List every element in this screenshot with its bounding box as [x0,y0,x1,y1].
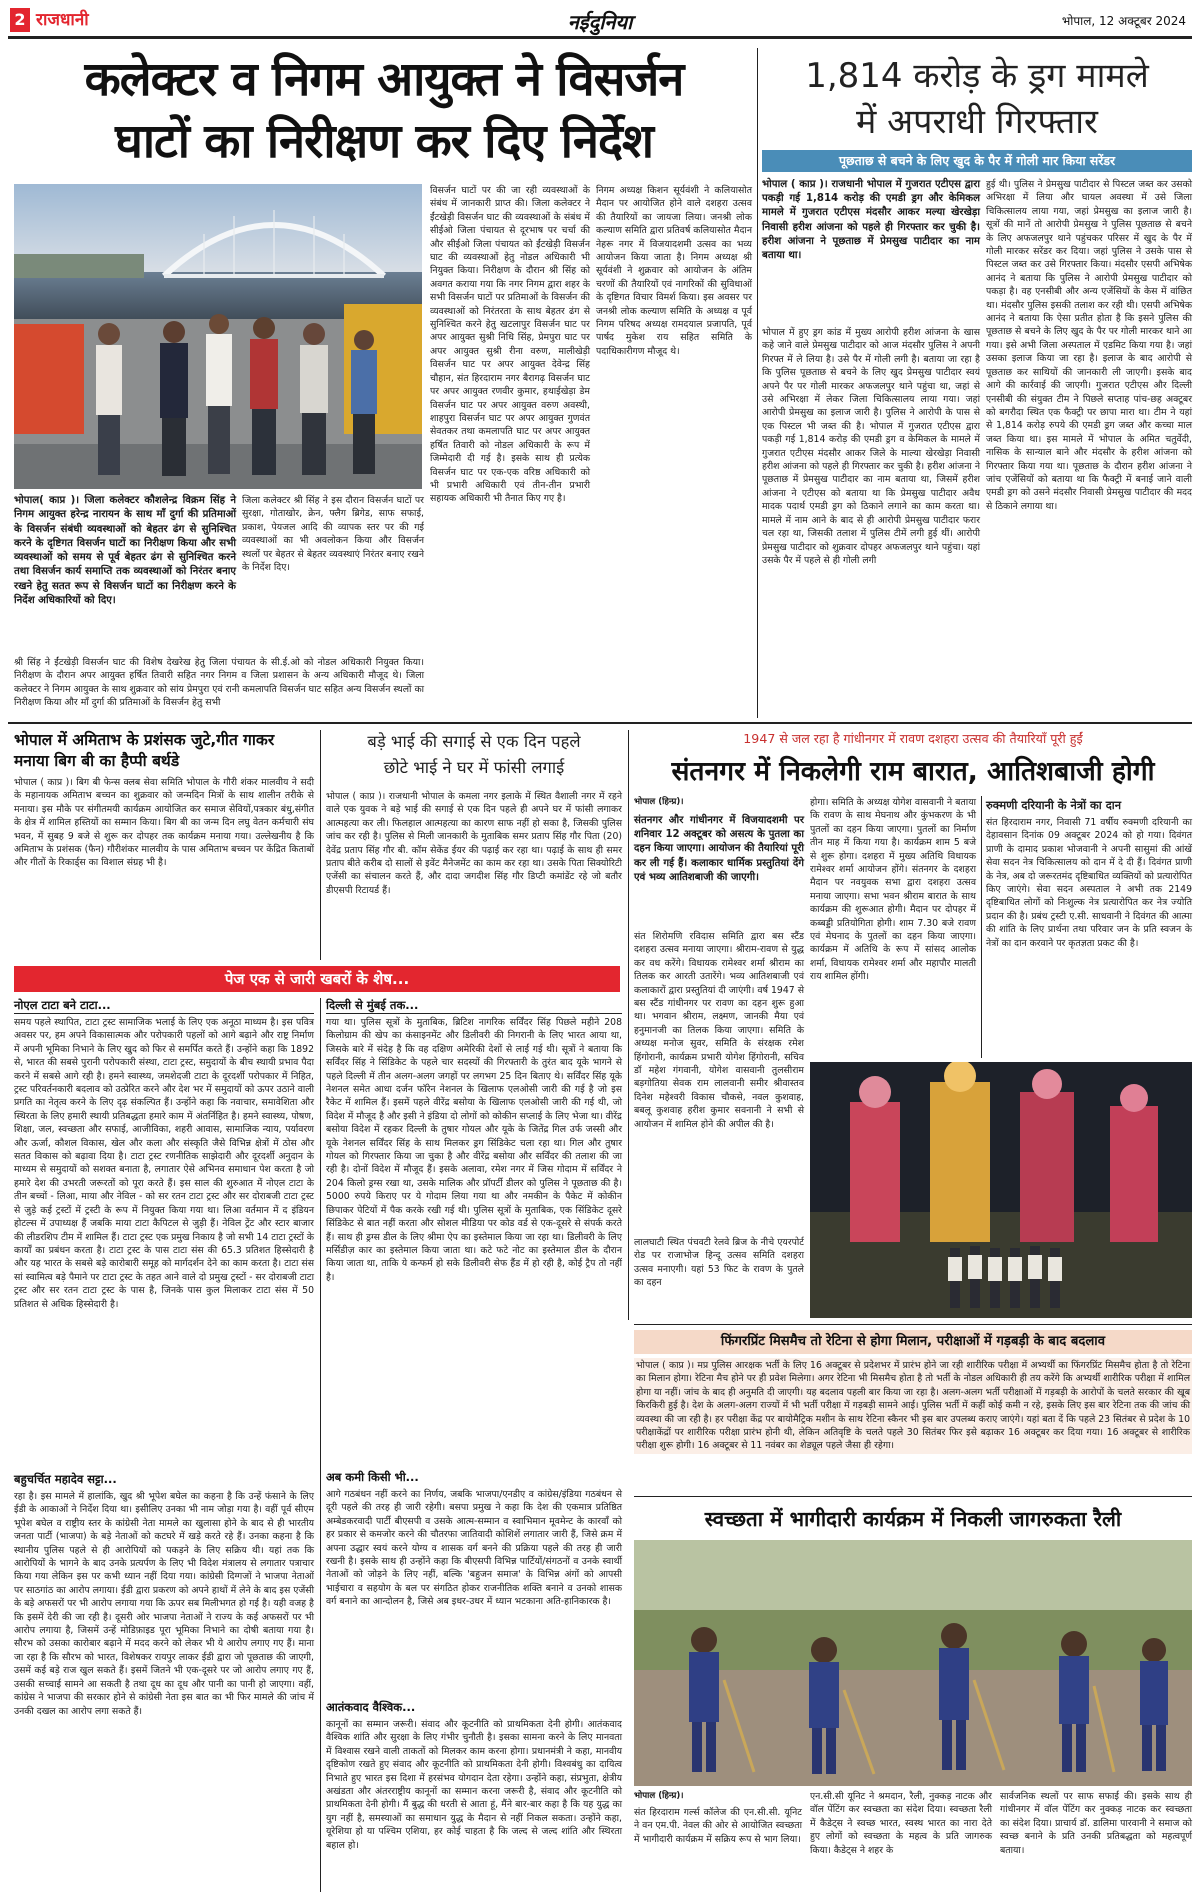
ravan-col1b: लालघाटी स्थित पंचवटी रेलवे ब्रिज के नीचे एयरपोर्ट रोड पर राजाभोज हिन्दू उत्सव समिति दशहरा उत्सव मनाएगी। यहां 53 फिट के रावण के पुतले का दहन [634,1237,804,1289]
tata-head: नोएल टाटा बने टाटा... [14,998,314,1014]
lead-col3: विसर्जन घाटों पर की जा रही व्यवस्थाओं के संबंध में जानकारी प्राप्त की। जिला कलेक्टर ने ईंटखेड़ी विसर्जन घाट की व्यवस्थाओं के संबंध में सीईओ जिला पंचायत से दूरभाष पर चर्चा की और सीईओ जिला पंचायत को ईंटखेड़ी विसर्जन घाट की व्यवस्थाओं हेतु नोडल अधिकारी भी नियुक्त किया। निरीक्षण के दौरान श्री सिंह को अवगत कराया गया कि नगर निगम द्वारा शहर के सभी विसर्जन घाटों पर प्रतिमाओं के विसर्जन की व्यवस्थाओं को निरंतरता के साथ बेहतर ढंग से सुनिश्चित करने हेतु खटलापुर विसर्जन घाट पर अपर आयुक्त सुश्री निधि सिंह, प्रेमपुरा घाट पर अपर आयुक्त सुश्री रीना वरुण, मालीखेड़ी विसर्जन घाट पर अपर आयुक्त देवेन्द्र सिंह चौहान, संत हिरदाराम नगर बैरागढ़ विसर्जन घाट पर अपर आयुक्त रणवीर कुमार, हथाईखेड़ा डेम विसर्जन घाट पर अपर आयुक्त वरुण अवस्थी, शाहपुरा विसर्जन घाट पर अपर आयुक्त गुणवंत सेवतकर तथा कमलापति घाट पर अपर आयुक्त हर्षित तिवारी को नोडल अधिकारी के रूप में जिम्मेदारी दी गई है। इसके साथ ही प्रत्येक विसर्जन घाट पर एक-एक वरिष्ठ अधिकारी को भी प्रभारी अधिकारी एवं तीन-तीन प्रभारी सहायक अधिकारी भी तैनात किए गए है। [430,185,590,505]
amitabh-body: भोपाल ( काप्र )। बिग बी फेन्स क्लब सेवा समिति भोपाल के गौरी शंकर मालवीय ने सदी के महानायक अमिताभ बच्चन का शुक्रवार को जन्मदिन मित्रों के साथ शालीन तरीके से मनाया। इस मौके पर संगीतमयी कार्यक्रम आयोजित कर समाज सेवियों,पत्रकार बंधु,संगीत के क्षेत्र में शामिल हस्तियों का सम्मान किया। बिग बी का जन्म दिन लघु वेतन कर्मचारी संघ भवन, में सुबह 9 बजे से शुरू कर दोपहर तक कार्यक्रम मनाया गया। उल्लेखनीय है कि अमिताभ के प्रशंसक (फैन) गौरीशंकर मालवीय के पास अमिताभ बच्चन पर केंद्रित किताबों और गीतों के रिकार्ड्स का विशाल संग्रह भी है। [14,777,314,869]
eye-body: संत हिरदाराम नगर, निवासी 71 वर्षीय रुक्मणी दरियानी का देहावसान दिनांक 09 अक्टूबर 2024 को हो गया। दिवंगत प्राणी के दामाद प्रकाश भोजवानी ने अपनी सासुमां की आंखें सेवा सदन नेत्र चिकित्सालय को दान में दे दी हैं। दिवंगत प्राणी के नेत्र, अब दो जरूरतमंद दृष्टिबाधित व्यक्तियों को प्रत्यारोपित किए जाएंगे। सेवा सदन अस्पताल ने अभी तक 2149 दृष्टिबाधित लोगों को निःशुल्क नेत्र प्रत्यारोपित कर नेत्र ज्योति प्रदान की है। प्रबंध ट्रस्टी ए.सी. साधवानी ने दिवंगत की आत्मा की शांति के लिए प्रार्थना तथा परिवार जन के प्रति स्वजन के नेत्रों का दान करवाने पर कृतज्ञता प्रकट की है। [986,817,1192,949]
fingerprint-headline: फिंगरप्रिंट मिसमैच तो रेटिना से होगा मिलान, परीक्षाओं में गड़बड़ी के बाद बदलाव [720,1334,1106,1349]
atank-head: आतंकवाद वैश्विक... [326,1700,416,1714]
drug-strap [762,150,1192,172]
ravan-headline: संतनगर में निकलेगी राम बारात, आतिशबाजी होगी [671,756,1155,787]
ravan-credit: भोपाल (हिन्प्र)। [634,797,684,807]
lead-col4: निगम अध्यक्ष किशन सूर्यवंशी ने कलियासोत मैदान पर आयोजित होने वाले दशहरा उत्सव की तैयारियों का जायजा लिया। जनश्री लोक कल्याण समिति द्वारा प्रतिवर्ष कलियासोत मैदान नेहरू नगर में विजयादशमी उत्सव का भव्य आयोजन किया जाता है। निगम अध्यक्ष श्री सूर्यवंशी ने शुक्रवार को आयोजन के अंतिम चरणों की तैयारियों एवं नागरिकों की सुविधाओं के दृष्टिगत विचार विमर्श किया। इस अवसर पर जनश्री लोक कल्याण समिति के अध्यक्ष व पूर्व निगम परिषद अध्यक्ष रामदयाल प्रजापति, पूर्व पार्षद मुकेश राय सहित समिति के पदाधिकारीगण मौजूद थे। [596,185,752,357]
swachhata-col2: एन.सी.सी यूनिट ने श्रमदान, रैली, नुक्कड़ नाटक और वॉल पेंटिंग कर स्वच्छता का संदेश दिया। स्वच्छता रैली में कैडेट्स ने स्वच्छ भारत, स्वस्थ भारत का नारा देते हुए लोगों को स्वच्छता के महत्व के प्रति जागरुक किया। कैडेट्स ने शहर के [810,1791,992,1856]
continued-banner-text: पेज एक से जारी खबरों के शेष... [224,970,410,988]
mahadev-head: बहुचर्चित महादेव सट्टा... [14,1472,117,1486]
ravan-col1: संत शिरोमणि रविदास समिति द्वारा बस स्टैंड दशहरा उत्सव मनाया जाएगा। श्रीराम-रावण से युद्ध कर वध करेंगे। विधायक रामेश्वर शर्मा श्रीराम का तिलक कर आरती उतारेंगे। भव्य आतिशबाजी एवं कलाकारों द्वारा प्रस्तुतियां दी जाएंगी। वर्ष 1947 से बस स्टैंड गांधीनगर पर रावण का दहन शुरू हुआ था। भगवान श्रीराम, लक्ष्मण, जानकी मैया एवं हनुमानजी का तिलक किया जाएगा। समिति के अध्यक्ष मनोज सुवर, समिति के संरक्षक रमेश हिंगोरानी, कार्यक्रम प्रभारी योगेश हिंगोरानी, सचिव डॉ महेश गंगवानी, योगेश वासवानी तुलसीराम बड़गोतिया सेवक राम लालवानी समीर श्रीवास्तव दिनेश महेश्वरी विकास चौकसे, नवल कुशवाह, बबलू कुशवाह हरीश कुमार सवनानी ने सभी से आयोजन में शामिल होने की अपील की है। [634,931,804,1130]
paper-logo: नईदुनिया [567,10,633,34]
dateline: भोपाल, 12 अक्टूबर 2024 [1061,14,1186,28]
drug-headline-line2: में अपराधी गिरफ्तार [856,102,1098,142]
drug-col1: भोपाल में हुए ड्रग कांड में मुख्य आरोपी हरीश आंजना के खास कहे जाने वाले प्रेमसुख पाटीदार को आज मंदसौर पुलिस ने अपनी गिरफ्त में ले लिया है। उसे पैर में गोली लगी है। बताया जा रहा है कि पुलिस पूछताछ से बचने के लिए खुद प्रेमसुख पाटीदार स्वयं अपने पैर पर गोली मारकर अफजलपुर थाने पहुंचा था, जहां से उसे अभिरक्षा में लेकर जिला चिकित्सालय लाया गया। जहां आरोपी प्रेमसुख का इलाज जारी है। पुलिस ने आरोपी के पास से एक पिस्टल भी जब्त की है। भोपाल में गुजरात एटीएस द्वारा पकड़ी गई 1,814 करोड़ की एमडी ड्रग व केमिकल के मामले में गुजरात एटीएस मंदसौर आकर जिले के माल्या खेरखेड़ा निवासी हरीश आंजना को पहले ही गिरफ्तार कर चुकी है। हरीश आंजना ने पूछताछ में प्रेमसुख पाटीदार का नाम बताया था, जिसमें हरीश आंजना ने एटीएस को बताया था कि प्रेमसुख पाटीदार अवैध मादक पदार्थ एमडी ड्रग को ठिकाने लगाने का काम करता था। मामले में नाम आने के बाद से ही आरोपी प्रेमसुख पाटीदार फरार चल रहा था, जिसकी तलाश में पुलिस टीमें लगी हुई थीं। आरोपी प्रेमसुख पाटीदार को शुक्रवार दोपहर अफजलपुर थाने पहुंचा। यहां उसके पैर में पहले से ही गोली लगी [762,327,980,566]
delhi-head: दिल्ली से मुंबई तक... [326,998,622,1014]
masthead-rule [8,36,1192,39]
drug-headline-line1: 1,814 करोड़ के ड्रग मामले [805,56,1149,96]
fingerprint-headline-bar [634,1330,1192,1354]
section-name: राजधानी [36,10,89,30]
sagai-headline-line1: बड़े भाई की सगाई से एक दिन पहले [367,732,581,751]
amitabh-headline: भोपाल में अमिताभ के प्रशंसक जुटे,गीत गाकर मनाया बिग बी का हैप्पी बर्थडे [14,731,275,770]
swachhata-credit: भोपाल (हिन्प्र)। [634,1791,684,1801]
drug-intro: भोपाल ( काप्र )। राजधानी भोपाल में गुजरात एटीएस द्वारा पकड़ी गई 1,814 करोड़ की एमडी ड्रग और केमिकल मामले में गुजरात एटीएस मंदसौर आकर मल्या खेरखेड़ा निवासी हरीश आंजना को पहले ही गिरफ्तार कर चुकी है। हरीश आंजना ने पूछताछ में प्रेमसुख पाटीदार का नाम बताया था। [762,179,980,262]
kisi-head: अब कमी किसी भी... [326,1470,419,1484]
tata-body: समय पहले स्थापित, टाटा ट्रस्ट सामाजिक भलाई के लिए एक अनूठा माध्यम है। इस पवित्र अवसर पर, हम अपने विकासात्मक और परोपकारी पहलों को आगे बढ़ाने और राष्ट्र निर्माण में अपनी भूमिका निभाने के लिए खुद को फिर से समर्पित करते हैं। उन्होंने कहा कि 1892 से, भारत की सबसे पुरानी परोपकारी संस्था, टाटा ट्रस्ट, समुदायों के बीच स्थायी प्रभाव पैदा करने में सबसे आगे रही है। हमने स्वास्थ्य, जमशेदजी टाटा के दूरदर्शी परोपकार में निहित, ट्रस्ट परिवर्तनकारी बदलाव को उत्प्रेरित करने और देश भर में समुदायों को ऊपर उठाने वाली प्रगति का नेतृत्व करने के लिए दृढ़ संकल्पित हैं। उन्होंने कहा कि नवाचार, समावेशिता और स्थिरता के लिए हमारी स्थायी प्रतिबद्धता हमारे काम में अंतर्निहित है। हमने स्वास्थ्य, पोषण, शिक्षा, जल, स्वच्छता और सफाई, आजीविका, शहरी आवास, सामाजिक न्याय, पर्यावरण और ऊर्जा, कौशल विकास, खेल और कला और संस्कृति जैसे विभिन्न क्षेत्रों में ठोस और सतत विकास को बढ़ावा दिया है। टाटा ट्रस्ट रणनीतिक साझेदारी और दूरदर्शी अनुदान के माध्यम से समुदायों को सशक्त बनाता है, लगातार ऐसे अभिनव समाधान पेश करता है जो हमारे देश की उभरती जरूरतों को पूरा करते हैं। इस साल की शुरुआत में नोएल टाटा के तीन बच्चों - लिआ, माया और नेविल - को सर रतन टाटा ट्रस्ट और सर दोराबजी टाटा ट्रस्ट से जुड़े कई ट्रस्टों में ट्रस्टी के रूप में नियुक्त किया गया था। लिआ वर्तमान में द इंडियन होटल्स में उपाध्यक्ष हैं जबकि माया टाटा कैपिटल से जुड़ी हैं। नेविल ट्रेंट और स्टार बाजार की लीडरशिप टीम में शामिल हैं। टाटा ट्रस्ट एक प्रमुख निकाय है जो सभी 14 टाटा ट्रस्टों के कार्यों का प्रबंधन करता है। टाटा ट्रस्ट के पास टाटा संस की 65.3 प्रतिशत हिस्सेदारी है और यह भारत के सबसे बड़े कारोबारी समूह को मार्गदर्शन देने का काम करता है। टाटा संस सां स्वामित्व बड़े पैमाने पर टाटा ट्रस्ट के तहत आने वाले दो प्रमुख ट्रस्टों - सर दोराबजी टाटा ट्रस्ट और सर रतन टाटा ट्रस्ट के पास है, जिनके पास कुल मिलाकर टाटा संस में 50 प्रतिशत से अधिक हिस्सेदारी है। [14,1017,314,1310]
inspection-photo [14,184,422,489]
page-number: 2 [14,10,26,29]
swachhata-rally-photo [634,1540,1192,1786]
inspection-photo-art [14,184,422,489]
lead-headline-line2: घाटों का निरीक्षण कर दिए निर्देश [115,114,653,169]
lead-drug-divider [757,48,758,718]
mahadev-body: रहा है। इस मामले में हालांकि, खुद श्री भूपेश बघेल का कहना है कि उन्हें फंसाने के लिए ईडी के आकाओं ने निर्देश दिया था। इसीलिए उनका भी नाम जोड़ा गया है। वहीं पूर्व सीएम भूपेश बघेल व राष्ट्रीय स्तर के कांग्रेसी नेता मामले का खुलासा होने के बाद से ही भारतीय जनता पार्टी (भाजपा) के बड़े नेताओं को कटघरे में खड़े करते रहे हैं। उनका कहना है कि स्थानीय पुलिस पहले से ही आरोपियों को पकड़ने के लिए सक्रिय थी। यहां तक कि आरोपियों के भागने के बाद उनके प्रत्यर्पण के लिए भी विदेश मंत्रालय से लगातार पत्राचार किया गया लेकिन इस पर कभी ध्यान नहीं दिया गया। कांग्रेसी दिग्गजों ने भाजपा नेताओं पर साठगांठ का आरोप लगाया। ईडी द्वारा प्रकरण को अपने हाथों में लेने के बाद इस एजेंसी के बड़े अफसरों पर भी आरोप लगाया गया कि ऊपर सब मिलीभगत हो गई है। यही वजह है कि इसमें देरी की जा रही है। दूसरी ओर भाजपा नेताओं ने राज्य के कई अफसरों पर भी आरोप लगाया है, जिसमें उन्हें मोडिफ़ाइड पूरा भूमिका निभाने का दोषी बताया गया है। सौरभ को उसका कारोबार बढ़ाने में मदद करने को लेकर भी ये आरोप लगाए गए हैं। माना जा रहा है कि सौरभ को भारत, विशेषकर रायपुर लाकर ईडी द्वारा जो पूछताछ की जाएगी, उसमें कई बड़े राज खुल सकते हैं। इसमें जितने भी एक-दूसरे पर जो आरोप लगाए गए हैं, उसकी सच्चाई सामने आ सकती है तथा दूध का दूध और पानी का पानी हो जाएगा। वहीं, कांग्रेस ने भाजपा की सरकार होने से कांग्रेसी नेता इस बात का भी फिर मामले की जांच में उनकी दखल का आरोप लगा सकते हैं। [14,1491,314,1717]
sagai-headline-line2: छोटे भाई ने घर में फांसी लगाई [383,758,565,777]
lead-intro: भोपाल( काप्र )। जिला कलेक्टर कौशलेन्द्र विक्रम सिंह ने निगम आयुक्त हरेन्द्र नारायन के साथ माँ दुर्गा की प्रतिमाओं के विसर्जन संबंधी व्यवस्थाओं को बेहतर ढंग से सुनिश्चित करने के दृष्टिगत विसर्जन घाटों का निरीक्षण किया और सभी व्यवस्थाओं को समय से पूर्व बेहतर ढंग से सुनिश्चित करने तथा विसर्जन कार्य समाप्ति तक व्यवस्थाओं को निरंतर बनाए रखने हेतु सतत रूप से विसर्जन घाटों का निरीक्षण करने के निर्देश अधिकारियों को दिए। [14,495,236,607]
swachhata-headline: स्वच्छता में भागीदारी कार्यक्रम में निकली जागरुकता रैली [704,1507,1122,1531]
amitabh-sagai-divider [320,730,321,960]
continued-col-divider [320,998,321,1892]
rally-photo-art [634,1540,1192,1786]
drug-col2: हुई थी। पुलिस ने प्रेमसुख पाटीदार से पिस्टल जब्त कर उसको अभिरक्षा में लिया और घायल अवस्था में उसे जिला चिकित्सालय लाया गया, जहां प्रेमसुख का इलाज जारी है। सूत्रों की मानें तो आरोपी प्रेमसुख ने पुलिस पूछताछ से बचने के लिए अफजलपुर थाने पहुंचकर परिसर में खुद के पैर में गोली मारकर सरेंडर कर दिया। जहां पुलिस ने उसके पास से पिस्टल जब्त कर उसे गिरफ्तार किया। मंदसौर एसपी अभिषेक आनंद ने बताया कि पुलिस ने आरोपी प्रेमसुख पाटीदार को पकड़ा है। वह एनसीबी और अन्य एजेंसियों के केस में वांछित था। मंदसौर पुलिस इसकी तलाश कर रही थी। एसपी अभिषेक आनंद ने बताया कि ऐसा प्रतीत होता है कि इसने पुलिस की पूछताछ से बचने के लिए खुद के पैर पर गोली मारकर थाने आ गया। इसे अभी जिला अस्पताल में एडमिट किया गया है। जहां उसका इलाज किया जा रहा है। इलाज के बाद आरोपी से पूछताछ कर साथियों की जानकारी ली जाएगी। इसके बाद आगे की कार्रवाई की जाएगी। गुजरात एटीएस और दिल्ली एनसीबी की संयुक्त टीम ने पिछले सप्ताह पांच-छह अक्टूबर को बगरौदा स्थित एक फैक्ट्री पर छापा मारा था। टीम ने यहां से 1,814 करोड़ रुपये की एमडी ड्रग जब्त और कच्चा माल जब्त किया था। इस मामले में भोपाल के अमित चतुर्वेदी, नासिक के सान्याल बाने और मंदसौर के हरीश आंजना को गिरफ्तार किया गया था। पूछताछ के दौरान हरीश आंजना ने जांच एजेंसियों को बताया था कि फैक्ट्री में बनाई जाने वाली एमडी ड्रग को उसने मंदसौर निवासी प्रेमसुख पाटीदार की मदद से ठिकाने लगाया था। [986,179,1192,512]
fingerprint-body: भोपाल ( काप्र )। मप्र पुलिस आरक्षक भर्ती के लिए 16 अक्टूबर से प्रदेशभर में प्रारंभ होने जा रही शारीरिक परीक्षा में अभ्यर्थी का फिंगरप्रिंट मिसमैच होता है तो रेटिना का मिलान होगा। रेटिना मैच होने पर ही प्रवेश मिलेगा। अगर रेटिना भी मिसमैच होता है तो भर्ती के नोडल अधिकारी ही तय करेंगे कि अभ्यर्थी शारीरिक परीक्षा में शामिल होगा या नहीं। जांच के बाद ही अनुमति दी जाएगी। यह बदलाव पहली बार किया जा रहा है। अलग-अलग भर्ती परीक्षाओं में गड़बड़ी के आरोपों के चलते सरकार की खूब किरकिरी हुई है। देश के अलग-अलग राज्यों में भी भर्ती परीक्षा में गड़बड़ी सामने आई। पुलिस भर्ती में कहीं कोई कमी न रहे, इसके लिए इस बार रेटिना तक की जांच की व्यवस्था की जा रही है। हर परीक्षा केंद्र पर बायोमैट्रिक मशीन के साथ रेटिना स्कैनर भी इस बार उपलब्ध कराए जाएंगे। यहां बता दें कि पहले 23 सितंबर से प्रदेश के 10 परीक्षाकेंद्रों पर शारीरिक परीक्षा प्रारंभ होनी थी, लेकिन अतिवृष्टि के चलते पहले 30 सितंबर फिर इसे बढ़ाकर 16 अक्टूबर कर दिया गया। 16 अक्टूबर से शारीरिक परीक्षा शुरू होगी। 16 अक्टूबर से 11 नवंबर का शेड्यूल पहले जैसा ही रहेगा। [634,1358,1192,1454]
drug-strap-text: पूछताछ से बचने के लिए खुद के पैर में गोली मार किया सरेंडर [838,153,1116,168]
ravan-kicker: 1947 से जल रहा है गांधीनगर में रावण दशहरा उत्सव की तैयारियाँ पूरी हुईं [743,731,1083,746]
eye-headline: रुक्मणी दरियानी के नेत्रों का दान [986,798,1122,812]
ravan-intro: संतनगर और गांधीनगर में विजयादशमी पर शनिवार 12 अक्टूबर को असत्य के पुतला का दहन किया जाएगा। आयोजन की तैयारियां पूरी कर ली गई हैं। कलाकार धार्मिक प्रस्तुतियां देंगे एवं भव्य आतिशबाजी की जाएगी। [634,815,804,883]
delhi-body: गया था। पुलिस सूत्रों के मुताबिक, ब्रिटिश नागरिक सर्विंदर सिंह पिछले महीने 208 किलोग्राम की खेप का कंसाइनमेंट और डिलीवरी की निगरानी के लिए भारत आया था, जिसके बारे में संदेह है कि वह दक्षिण अमेरिकी देशों से लाई गई थी। सूत्रों ने बताया कि सर्विंदर सिंह ने सिंडिकेट के पहले चार सदस्यों की गिरफ्तारी के तुरंत बाद यूके भागने से पहले दिल्ली में तीन अलग-अलग जगहों पर लगभग 25 दिन बिताए थे। सर्विंदर सिंह यूके नेशनल समेत आधा दर्जन फॉरेन नेशनल के खिलाफ एलओसी जारी की गई है जो इस रैकेट में शामिल हैं। इसमें पहले वीरेंद्र बसोया के खिलाफ एलओसी जारी की गई थी, जो विदेश में मौजूद है और इसी ने इंडिया दो लोगों को कोकीन सप्लाई के लिए भेजा था। वीरेंद्र बसोया विदेश में रहकर दिल्ली के तुषार गोयल और यूके के जितेंद्र गिल उर्फ जस्सी और यूके नेशनल सर्विंदर सिंह के साथ मिलकर ड्रग सिंडिकेट चला रहा था। गिल और तुषार गोयल को गिरफ्तार किया जा चुका है और वीरेंद्र बसोया और सर्विंदर की तलाश की जा रही है। दोनों विदेश में मौजूद हैं। इसके अलावा, रमेश नगर में जिस गोदाम में सर्विंदर ने 204 किलो ड्रग्स रखा था, उसके मालिक और प्रॉपर्टी डीलर को पुलिस ने पूछताछ की है। 5000 रुपये किराए पर ये गोदाम लिया गया था और नमकीन के पैकेट में कोकीन छिपाकर पेटियों में पैक करके रखी गई थी। पुलिस सूत्रों के मुताबिक, एक सिंडिकेट दूसरे सिंडिकेट से बात नहीं करता और सोशल मीडिया पर कोड वर्ड से एक-दूसरे से संपर्क करते हैं। साथ ही ड्रग्स डील के लिए श्रीमा ऐप का इस्तेमाल किया जा रहा था। डिलीवरी के लिए मर्सिडीज़ कार का इस्तेमाल किया जाता था। कटे फटे नोट का इस्तेमाल डील के दौरान किया जाता था, ताकि ये कन्फर्म हो सके डिलीवरी सेफ हैंड में हो रही है, कोई ट्रैप तो नहीं है। [326,1017,622,1283]
ravan-effigies-photo [810,1062,1192,1318]
lead-col2: श्री सिंह ने ईंटखेड़ी विसर्जन घाट की विशेष देखरेख हेतु जिला पंचायत के सी.ई.ओ को नोडल अधिकारी नियुक्त किया। निरीक्षण के दौरान अपर आयुक्त हर्षित तिवारी सहित नगर निगम व जिला प्रशासन के अन्य अधिकारी मौजूद थे। जिला कलेक्टर ने निगम आयुक्त के साथ शुक्रवार को सांय प्रेमपुरा एवं रानी कमलापति विसर्जन घाट सहित अन्य विसर्जन स्थलों का निरीक्षण किया और माँ दुर्गा की प्रतिमाओं के विसर्जन हेतु सभी [14,657,424,709]
row4-rule [634,1496,1192,1497]
atank-body: कानूनों का सम्मान जरूरी। संवाद और कूटनीति को प्राथमिकता देनी होगी। आतंकवाद वैश्विक शांति और सुरक्षा के लिए गंभीर चुनौती है। इसका सामना करने के लिए मानवता में विश्वास रखने वाली ताकतों को मिलकर काम करना होगा। प्रधानमंत्री ने कहा, मानवीय दृष्टिकोण रखते हुए संवाद और कूटनीति को प्राथमिकता देनी होगी। विश्वबंधु का दायित्व निभाते हुए भारत इस दिशा में हरसंभव योगदान देता रहेगा। उन्होंने कहा, संप्रभुता, क्षेत्रीय अखंडता और अंतरराष्ट्रीय कानूनों का सम्मान करना जरूरी है, संवाद और कूटनीति को प्राथमिकता देनी होगी। मैं बुद्ध की धरती से आता हूं, मैंने बार-बार कहा है कि यह युद्ध का युग नहीं है, समस्याओं का समाधान युद्ध के मैदान से नहीं निकल सकता। उन्होंने कहा, यूरेशिया हो या पश्चिम एशिया, हर कोई चाहता है कि जल्द से जल्द शांति और स्थिरता बहाल हो। [326,1719,622,1851]
ravan-col2: होगा। समिति के अध्यक्ष योगेश वासवानी ने बताया कि रावण के साथ मेघनाथ और कुंभकरण के भी पुतलों का दहन किया जाएगा। पुतलों का निर्माण तीन माह में किया गया है। कार्यक्रम शाम 5 बजे से शुरू होगा। दशहरा में मुख्य अतिथि विधायक रामेश्वर शर्मा आयोजन होंगे। संतनगर के दशहरा मैदान पर नवयुवक सभा द्वारा दशहरा उत्सव मनाया जाएगा। सभा भवन श्रीराम बारात के साथ कार्यक्रम की शुरूआत होगी। मैदान पर दोपहर में कब्बड्डी प्रतियोगिता होगी। शाम 7.30 बजे रावण एवं मेघनाद के पुतलों का दहन किया जाएगा। कार्यक्रम में अतिथि के रूप में सांसद आलोक शर्मा, विधायक रामेश्वर शर्मा और महापौर मालती राय शामिल होंगी। [810,797,976,983]
kisi-body: आगे गठबंधन नहीं करने का निर्णय, जबकि भाजपा/एनडीए व कांग्रेस/इंडिया गठबंधन से दूरी पहले की तरह ही जारी रहेगी। बसपा प्रमुख ने कहा कि देश की एकमात्र प्रतिष्ठित अम्बेडकरवादी पार्टी बीएसपी व उसके आत्म-सम्मान व स्वाभिमान मूवमेन्ट के कारवाँ को हर प्रकार से कमजोर करने की चौतरफा जातिवादी कोशिशें लगातार जारी हैं, जिसे क्रम में अपना उद्धार स्वयं करने योग्य व शासक वर्ग बनने की प्रक्रिया पहले की तरह ही जारी रखनी है। इसके साथ ही उन्होंने कहा कि बीएसपी विभिन्न पार्टियों/संगठनों व उनके स्वार्थी नेताओं को जोड़ने के लिए नहीं, बल्कि 'बहुजन समाज' के विभिन्न अंगों को आपसी भाईचारा व सहयोग के बल पर संगठित होकर राजनीतिक शक्ति बनाने व उनको शासक वर्ग बनाने का आन्दोलन है, जिसे अब इधर-उधर में ध्यान भटकाना अति-हानिकारक है। [326,1489,622,1608]
ravan-eye-divider [981,796,982,1058]
swachhata-col1: संत हिरदाराम गर्ल्स कॉलेज की एन.सी.सी. यूनिट ने वन एम.पी. नेवल की ओर से आयोजित स्वच्छता में भागीदारी कार्यक्रम में सक्रिय रूप से भाग लिया। [634,1807,802,1845]
lead-headline-line1: कलेक्टर व निगम आयुक्त ने विसर्जन [84,52,684,107]
sagai-ravan-divider [628,730,629,1320]
page-number-badge [10,8,30,32]
ravan-photo-art [810,1062,1192,1318]
lead-col1-cont: जिला कलेक्टर श्री सिंह ने इस दौरान विसर्जन घाटों पर सुरक्षा, गोताखोर, क्रेन, फ्लैग ब्रिगेड, साफ सफाई, प्रकाश, पेयजल आदि की व्यापक स्तर पर की गई व्यवस्थाओं का भी अवलोकन किया और विसर्जन स्थलों पर बेहतर से बेहतर व्यवस्थाएं निरंतर बनाए रखने के निर्देश दिए। [242,495,424,574]
row3-rule [634,1324,1192,1325]
swachhata-col3: सार्वजनिक स्थलों पर साफ सफाई की। इसके साथ ही गांधीनगर में वॉल पेंटिंग कर नुक्कड़ नाटक कर स्वच्छता का संदेश दिया। प्राचार्य डॉ. डालिमा पारवानी ने समाज को स्वच्छ बनाने के प्रति उनकी प्रतिबद्धता को महत्वपूर्ण बताया। [1000,1791,1192,1856]
sagai-body: भोपाल ( काप्र )। राजधानी भोपाल के कमला नगर इलाके में स्थित वैशाली नगर में रहने वाले एक युवक ने बड़े भाई की सगाई से एक दिन पहले ही अपने घर में फांसी लगाकर आत्महत्या कर ली। फिलहाल आत्महत्या का कारण साफ नहीं हो सका है, जिसकी पुलिस जांच कर रही है। पुलिस से मिली जानकारी के मुताबिक समर प्रताप सिंह गौर पिता (20) देवेंद्र प्रताप सिंह गौर बी. कॉम सेकेंड ईयर की पढ़ाई कर रहा था। पढ़ाई के साथ ही समर प्रताप बीते करीब दो सालों से इवेंट मैनेजमेंट का काम कर रहा था। उसके पिता सिक्योरिटी एजेंसी का संचालन करते हैं, और दादा जगदीश सिंह गौर डिप्टी कमांडेंट रहे जो बतौर डीएसपी रिटायर्ड हैं। [326,791,622,896]
row2-rule [8,722,1192,724]
continued-banner [14,966,620,992]
